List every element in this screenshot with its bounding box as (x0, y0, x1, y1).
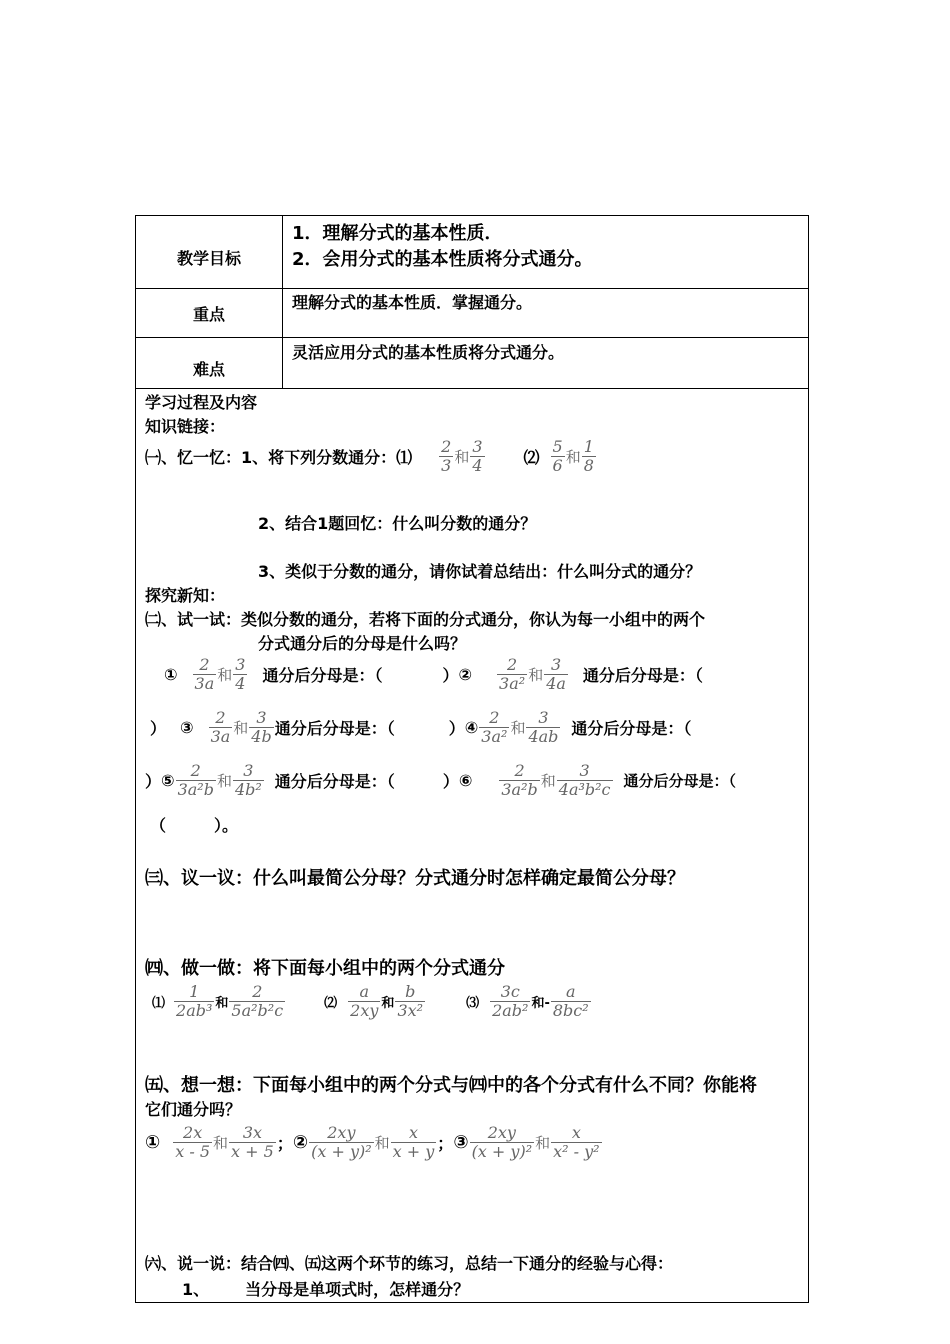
and-word: 和 (233, 719, 249, 737)
and-word: 和 (381, 996, 395, 1011)
and-minus: 和- (531, 996, 550, 1011)
fraction: $\frac{2}{\text{3a²b}}$ (501, 761, 538, 799)
column-divider (282, 216, 283, 388)
and-word: 和 (216, 772, 232, 790)
fraction: $\frac{2}{\text{5a²b²c}}$ (231, 982, 284, 1020)
and-word: 和 (215, 996, 229, 1011)
fraction: $\frac{3}{4ab}$ (528, 708, 559, 746)
say-item-1 (182, 1277, 469, 1300)
fraction: $\frac{3}{4}$ (235, 655, 246, 693)
and-word: 和 (374, 1134, 390, 1152)
do-line: ㈣、做一做：将下面每小组中的两个分式通分 (145, 958, 505, 979)
item-number: ⑥ (458, 771, 473, 790)
difficulty-label: 难点 (192, 360, 225, 379)
think-line-1: ㈤、想一想：下面每小组中的两个分式与㈣中的各个分式有什么不同？你能将 (145, 1075, 757, 1096)
try-line-2: 分式通分后的分母是什么吗？ (258, 634, 467, 653)
goal-item-2: 2．会用分式的基本性质将分式通分。 (292, 249, 593, 270)
item-number: 1、 (182, 1280, 210, 1299)
item-number: ④ (464, 718, 479, 737)
fraction: $\frac{1}{\text{2ab³}}$ (176, 982, 213, 1020)
and-word: 和 (454, 448, 470, 466)
item-number: ⑤ (161, 771, 175, 790)
fraction: $\frac{3}{\text{4b²}}$ (234, 761, 262, 799)
fraction: $\frac{2xy}{\text{(x + y)²}}$ (471, 1123, 533, 1161)
say-line: ㈥、说一说：结合㈣、㈤这两个环节的练习，总结一下通分的经验与心得： (145, 1254, 674, 1273)
row-divider (136, 288, 808, 289)
and-word: 和 (565, 448, 581, 466)
bracket: ） (442, 666, 459, 685)
question-number: ⑵ (324, 996, 338, 1011)
item-number: ② (292, 1132, 309, 1153)
fraction: $\frac{x}{\text{x² - y²}}$ (553, 1123, 600, 1161)
key-label: 重点 (192, 305, 225, 324)
say-item-text: 当分母是单项式时，怎样通分？ (245, 1280, 470, 1299)
fraction: $\frac{2}{\text{3a²b}}$ (177, 761, 214, 799)
goal-label: 教学目标 (176, 249, 241, 268)
recall-q2: ⑵ (523, 448, 540, 467)
recall-row (145, 438, 597, 475)
goal-item-1: 1．理解分式的基本性质． (292, 223, 503, 244)
and-word: 和 (540, 772, 556, 790)
try-row-1 (164, 656, 703, 693)
bracket: ） (150, 719, 167, 738)
question-number: ⑶ (466, 996, 480, 1011)
think-line-2: 它们通分吗？ (145, 1100, 242, 1119)
item-number: ③ (180, 718, 194, 737)
difficulty-text: 灵活应用分式的基本性质将分式通分。 (292, 343, 565, 362)
separator: ； (437, 1134, 454, 1153)
fraction: $\frac{2}{\text{3a²}}$ (499, 655, 526, 693)
fraction: $\frac{2xy}{\text{(x + y)²}}$ (311, 1123, 372, 1161)
fraction: $\frac{x}{x + y}$ (392, 1123, 435, 1161)
row-divider (136, 388, 808, 389)
row-divider (136, 337, 808, 338)
process-heading: 学习过程及内容 (145, 393, 258, 412)
discuss-line: ㈢、议一议：什么叫最简公分母？分式通分时怎样确定最简公分母？ (145, 868, 685, 889)
and-word: 和 (217, 666, 233, 684)
fraction: $\frac{2x}{x - 5}$ (175, 1123, 211, 1161)
fraction: $\frac{3}{4b}$ (251, 708, 272, 746)
item-number: ② (458, 665, 473, 684)
fraction: $\frac{3}{4}$ (472, 437, 483, 475)
try-row-3 (145, 762, 736, 799)
fraction: $\frac{5}{6}$ (552, 437, 563, 475)
fraction: $\frac{a}{\text{8bc²}}$ (552, 982, 589, 1020)
denominator-prompt: 通分后分母是：（ (623, 772, 737, 790)
lesson-table (135, 215, 809, 1303)
and-word: 和 (528, 666, 544, 684)
do-row (152, 983, 592, 1020)
fraction: $\frac{3}{\text{4a³b²c}}$ (558, 761, 611, 799)
fraction: $\frac{3}{4a}$ (546, 655, 566, 693)
and-word: 和 (213, 1134, 229, 1152)
fraction: $\frac{3c}{\text{2ab²}}$ (492, 982, 529, 1020)
key-text: 理解分式的基本性质．掌握通分。 (292, 293, 533, 312)
item-number: ③ (453, 1132, 469, 1153)
bracket: ） (145, 772, 162, 791)
denominator-prompt: 通分后分母是：（ (274, 772, 395, 791)
fraction: $\frac{a}{2xy}$ (350, 982, 379, 1020)
recall-title: ㈠、忆一忆：1、将下列分数通分：⑴ (145, 448, 413, 467)
item-number: ① (145, 1132, 161, 1153)
explore-heading: 探究新知： (145, 586, 226, 605)
try-line-1: ㈡、试一试：类似分数的通分，若将下面的分式通分，你认为每一小组中的两个 (145, 610, 706, 629)
fraction: $\frac{3x}{x + 5}$ (231, 1123, 274, 1161)
knowledge-link: 知识链接： (145, 417, 226, 436)
bracket: ） (442, 772, 459, 791)
recall-2: 2、结合1题回忆：什么叫分数的通分？ (258, 514, 537, 533)
recall-3: 3、类似于分数的通分，请你试着总结出：什么叫分式的通分？ (258, 562, 702, 581)
fraction: $\frac{2}{\text{3a²}}$ (481, 708, 508, 746)
fraction: $\frac{1}{8}$ (583, 437, 594, 475)
denominator-prompt: 通分后分母是：（ (571, 719, 692, 738)
and-word: 和 (510, 719, 526, 737)
fraction: $\frac{2}{3}$ (441, 437, 452, 475)
denominator-prompt: 通分后分母是：（ (274, 719, 395, 738)
try-row-2 (150, 709, 691, 746)
bracket: ） (448, 719, 465, 738)
question-number: ⑴ (152, 996, 166, 1011)
separator: ； (276, 1134, 293, 1153)
fraction: $\frac{2}{3a}$ (194, 655, 215, 693)
denominator-prompt: 通分后分母是：（ (582, 666, 703, 685)
item-number: ① (164, 665, 178, 684)
try-end: （ ）。 (150, 816, 239, 835)
think-row (145, 1124, 603, 1161)
fraction: $\frac{b}{\text{3x²}}$ (397, 982, 424, 1020)
fraction: $\frac{2}{3a}$ (210, 708, 231, 746)
and-word: 和 (535, 1134, 551, 1152)
denominator-prompt: 通分后分母是：（ (262, 666, 383, 685)
